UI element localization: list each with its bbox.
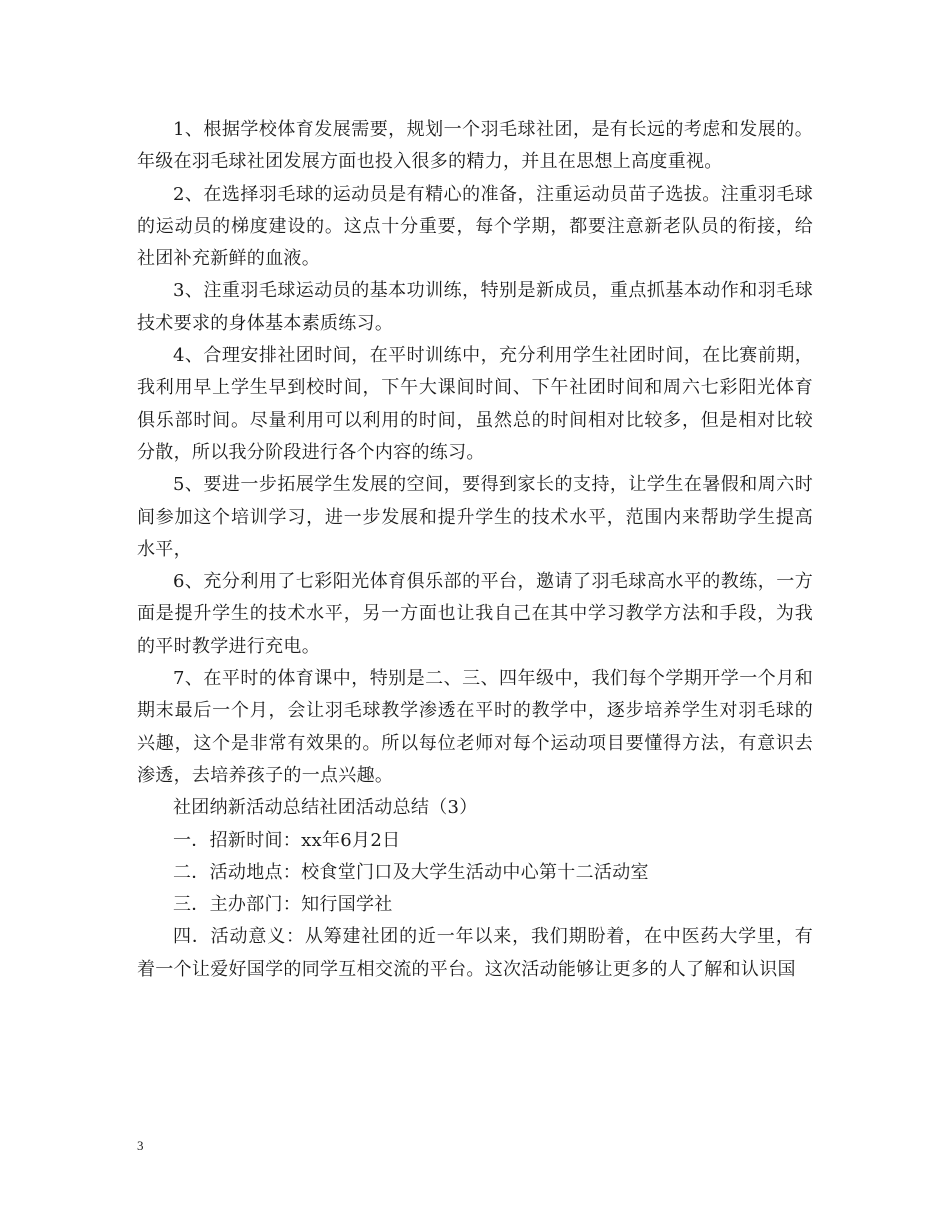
section-heading: 社团纳新活动总结社团活动总结（3） [173, 797, 478, 819]
paragraph-1: 1、根据学校体育发展需要，规划一个羽毛球社团，是有长远的考虑和发展的。年级在羽毛球社团发展方面也投入很多的精力，并且在思想上高度重视。 [137, 119, 813, 173]
paragraph-5: 5、要进一步拓展学生发展的空间，要得到家长的支持，让学生在暑假和周六时间参加这个培训学习，进一步发展和提升学生的技术水平，范围内来帮助学生提高水平， [137, 474, 813, 560]
host-department: 三．主办部门：知行国学社 [173, 894, 393, 916]
document-body [137, 114, 813, 986]
paragraph-3: 3、注重羽毛球运动员的基本功训练，特别是新成员，重点抓基本动作和羽毛球技术要求的身体基本素质练习。 [137, 280, 813, 334]
paragraph-4: 4、合理安排社团时间，在平时训练中，充分利用学生社团时间，在比赛前期，我利用早上学生早到校时间，下午大课间时间、下午社团时间和周六七彩阳光体育俱乐部时间。尽量利用可以利用的时间，虽然总的时间相对比较多，但是相对比较分散，所以我分阶段进行各个内容的练习。 [137, 345, 813, 463]
activity-location: 二．活动地点：校食堂门口及大学生活动中心第十二活动室 [173, 861, 649, 883]
activity-significance: 四．活动意义：从筹建社团的近一年以来，我们期盼着，在中医药大学里，有着一个让爱好国学的同学互相交流的平台。这次活动能够让更多的人了解和认识国 [137, 926, 813, 980]
paragraph-2: 2、在选择羽毛球的运动员是有精心的准备，注重运动员苗子选拔。注重羽毛球的运动员的梯度建设的。这点十分重要，每个学期，都要注意新老队员的衔接，给社团补充新鲜的血液。 [137, 183, 813, 270]
paragraph-6: 6、充分利用了七彩阳光体育俱乐部的平台，邀请了羽毛球高水平的教练，一方面是提升学生的技术水平，另一方面也让我自己在其中学习教学方法和手段，为我的平时教学进行充电。 [137, 571, 813, 657]
page-number: 3 [137, 1138, 144, 1153]
recruit-time: 一．招新时间：xx年6月2日 [173, 829, 401, 851]
paragraph-7: 7、在平时的体育课中，特别是二、三、四年级中，我们每个学期开学一个月和期末最后一个月，会让羽毛球教学渗透在平时的教学中，逐步培养学生对羽毛球的兴趣，这个是非常有效果的。所以每位老师对每个运动项目要懂得方法，有意识去渗透，去培养孩子的一点兴趣。 [137, 668, 813, 786]
